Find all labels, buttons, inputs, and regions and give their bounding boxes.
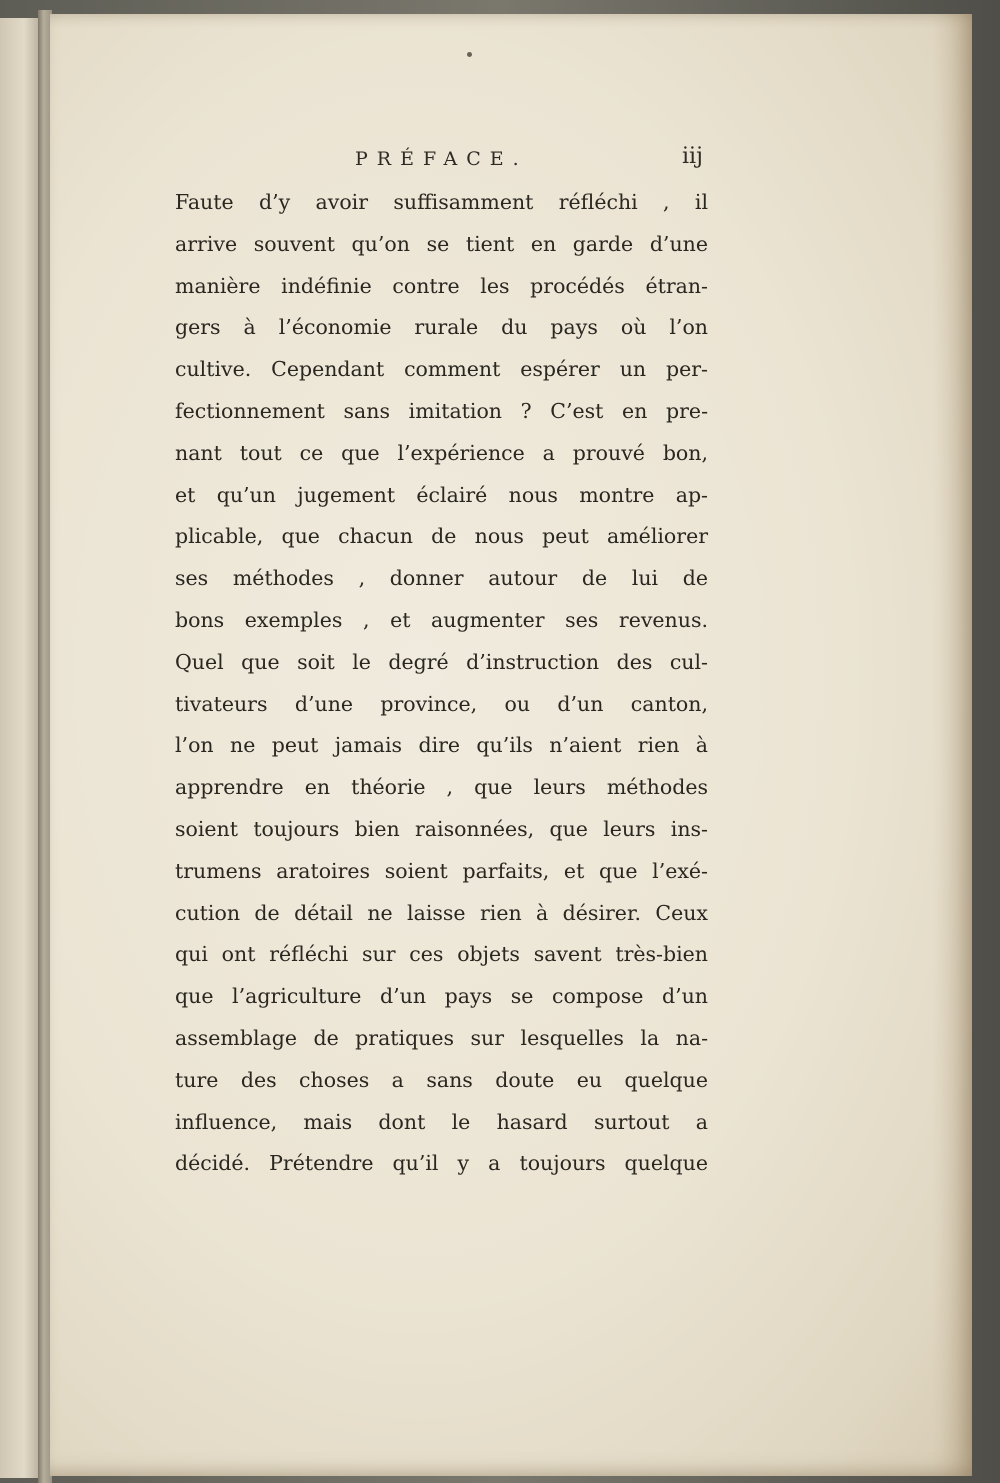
text-line: cultive. Cependant comment espérer un per- bbox=[175, 357, 708, 382]
text-line: qui ont réfléchi sur ces objets savent très-bien bbox=[175, 942, 708, 967]
text-line: arrive souvent qu’on se tient en garde d’une bbox=[175, 231, 708, 256]
text-line: décidé. Prétendre qu’il y a toujours quelque bbox=[175, 1151, 708, 1176]
text-line: influence, mais dont le hasard surtout a bbox=[175, 1109, 708, 1134]
text-line: assemblage de pratiques sur lesquelles la na- bbox=[175, 1025, 708, 1050]
text-line: ture des choses a sans doute eu quelque bbox=[175, 1067, 708, 1092]
text-line: manière indéfinie contre les procédés étran- bbox=[175, 273, 708, 298]
ink-spot bbox=[467, 52, 472, 57]
text-line: gers à l’économie rurale du pays où l’on bbox=[175, 315, 708, 340]
body-text bbox=[175, 182, 708, 1185]
page-edge-shadow bbox=[932, 14, 972, 1476]
text-line: plicable, que chacun de nous peut améliorer bbox=[175, 524, 708, 549]
text-line: tivateurs d’une province, ou d’un canton, bbox=[175, 691, 708, 716]
text-line: nant tout ce que l’expérience a prouvé bon, bbox=[175, 440, 708, 465]
running-title: PRÉFACE. bbox=[355, 148, 528, 170]
text-line: apprendre en théorie , que leurs méthodes bbox=[175, 775, 708, 800]
text-line: bons exemples , et augmenter ses revenus. bbox=[175, 607, 708, 632]
text-line: et qu’un jugement éclairé nous montre ap- bbox=[175, 482, 708, 507]
text-line: cution de détail ne laisse rien à désirer. Ceux bbox=[175, 900, 708, 925]
page-header bbox=[50, 144, 972, 184]
text-line: l’on ne peut jamais dire qu’ils n’aient rien à bbox=[175, 733, 708, 758]
previous-page-edge bbox=[0, 18, 42, 1478]
book-page bbox=[50, 14, 972, 1476]
text-line: soient toujours bien raisonnées, que leurs ins- bbox=[175, 816, 708, 841]
text-line: Quel que soit le degré d’instruction des cul- bbox=[175, 649, 708, 674]
text-line: Faute d’y avoir suffisamment réfléchi , il bbox=[175, 190, 708, 214]
text-line: trumens aratoires soient parfaits, et que l’exé- bbox=[175, 858, 708, 883]
text-line: ses méthodes , donner autour de lui de bbox=[175, 566, 708, 591]
page-number: iij bbox=[682, 144, 703, 169]
text-line: que l’agriculture d’un pays se compose d’un bbox=[175, 984, 708, 1009]
text-line: fectionnement sans imitation ? C’est en pre- bbox=[175, 398, 708, 423]
